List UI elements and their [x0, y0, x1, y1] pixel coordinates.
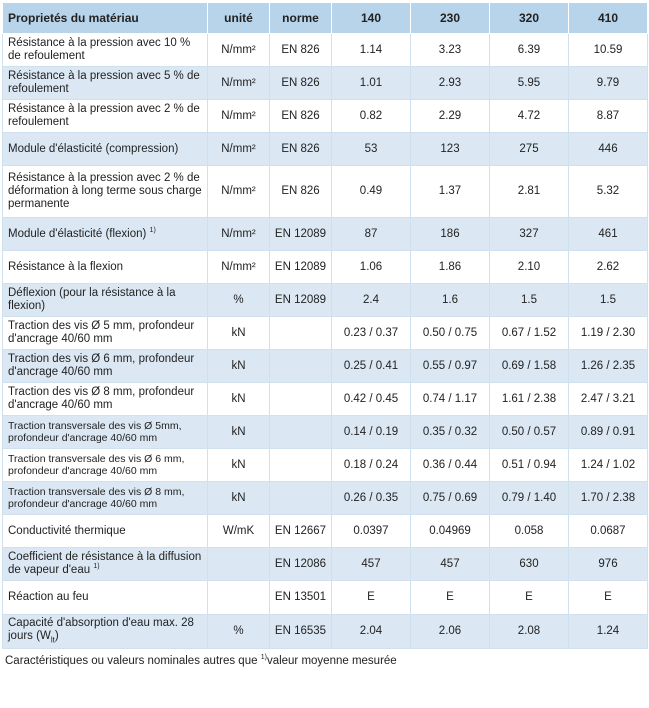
value-cell: 2.93: [411, 67, 490, 100]
norm-cell: [270, 482, 332, 515]
property-label-text: Résistance à la pression avec 2 % de déformation à long terme sous charge permanente: [8, 172, 202, 210]
properties-table-container: [2, 2, 647, 667]
value-cell: 0.42 / 0.45: [332, 383, 411, 416]
value-cell: 0.23 / 0.37: [332, 317, 411, 350]
table-body: [3, 34, 648, 649]
table-row: [3, 581, 648, 615]
footnote-tail: valeur moyenne mesurée: [266, 655, 397, 667]
property-label-tail: ): [54, 629, 59, 642]
value-cell: 457: [332, 548, 411, 581]
value-cell: 1.37: [411, 166, 490, 218]
header-grade: 140: [332, 3, 411, 34]
table-row: [3, 133, 648, 166]
value-cell: 9.79: [569, 67, 648, 100]
norm-cell: [270, 317, 332, 350]
value-cell: 1.5: [569, 284, 648, 317]
norm-cell: EN 826: [270, 166, 332, 218]
value-cell: 0.51 / 0.94: [490, 449, 569, 482]
table-row: [3, 350, 648, 383]
value-cell: 2.47 / 3.21: [569, 383, 648, 416]
norm-cell: EN 12667: [270, 515, 332, 548]
footnote-marker: 1): [260, 654, 267, 662]
property-label-text: Traction transversale des vis Ø 8 mm, profondeur d'ancrage 40/60 mm: [8, 486, 185, 510]
property-label-text: Coefficient de résistance à la diffusion de vapeur d'eau: [8, 551, 202, 576]
footnote-text: Caractéristiques ou valeurs nominales autres que: [5, 655, 261, 667]
norm-cell: EN 12089: [270, 284, 332, 317]
table-row: [3, 449, 648, 482]
value-cell: 8.87: [569, 100, 648, 133]
property-label-text: Déflexion (pour la résistance à la flexion): [8, 287, 176, 312]
unit-cell: N/mm²: [208, 67, 270, 100]
property-label-text: Résistance à la flexion: [8, 260, 124, 273]
unit-cell: kN: [208, 350, 270, 383]
property-label: [3, 350, 208, 383]
property-label-text: Traction transversale des vis Ø 5mm, profondeur d'ancrage 40/60 mm: [8, 420, 182, 444]
norm-cell: [270, 383, 332, 416]
value-cell: 1.19 / 2.30: [569, 317, 648, 350]
value-cell: 1.26 / 2.35: [569, 350, 648, 383]
value-cell: 0.69 / 1.58: [490, 350, 569, 383]
norm-cell: [270, 449, 332, 482]
value-cell: 0.18 / 0.24: [332, 449, 411, 482]
value-cell: 446: [569, 133, 648, 166]
norm-cell: EN 12086: [270, 548, 332, 581]
table-row: [3, 166, 648, 218]
property-label-text: Conductivité thermique: [8, 524, 126, 537]
header-norm: norme: [270, 3, 332, 34]
value-cell: 461: [569, 218, 648, 251]
value-cell: 0.55 / 0.97: [411, 350, 490, 383]
table-row: [3, 284, 648, 317]
unit-cell: kN: [208, 383, 270, 416]
property-label: [3, 416, 208, 449]
value-cell: 2.04: [332, 615, 411, 649]
value-cell: 10.59: [569, 34, 648, 67]
table-row: [3, 100, 648, 133]
value-cell: 275: [490, 133, 569, 166]
table-row: [3, 34, 648, 67]
unit-cell: kN: [208, 317, 270, 350]
value-cell: 5.95: [490, 67, 569, 100]
norm-cell: [270, 350, 332, 383]
value-cell: E: [490, 581, 569, 615]
value-cell: 630: [490, 548, 569, 581]
unit-cell: N/mm²: [208, 251, 270, 284]
value-cell: 1.61 / 2.38: [490, 383, 569, 416]
value-cell: 1.01: [332, 67, 411, 100]
value-cell: 4.72: [490, 100, 569, 133]
value-cell: 327: [490, 218, 569, 251]
table-row: [3, 615, 648, 649]
value-cell: 0.04969: [411, 515, 490, 548]
material-properties-table: [2, 2, 648, 649]
property-label-text: Module d'élasticité (flexion): [8, 227, 147, 240]
property-label: [3, 218, 208, 251]
norm-cell: EN 826: [270, 133, 332, 166]
footnote-marker: 1): [93, 563, 100, 571]
unit-cell: N/mm²: [208, 100, 270, 133]
value-cell: 976: [569, 548, 648, 581]
value-cell: 0.50 / 0.75: [411, 317, 490, 350]
value-cell: 0.0687: [569, 515, 648, 548]
header-property: Proprietés du matériau: [3, 3, 208, 34]
unit-cell: [208, 581, 270, 615]
property-label: [3, 383, 208, 416]
unit-cell: kN: [208, 449, 270, 482]
property-label: [3, 482, 208, 515]
property-label-text: Capacité d'absorption d'eau max. 28 jours (W: [8, 616, 194, 642]
property-label: [3, 34, 208, 67]
value-cell: E: [411, 581, 490, 615]
norm-cell: [270, 416, 332, 449]
norm-cell: EN 826: [270, 67, 332, 100]
property-subscript: lt: [50, 635, 55, 645]
value-cell: 0.14 / 0.19: [332, 416, 411, 449]
table-row: [3, 218, 648, 251]
value-cell: 1.86: [411, 251, 490, 284]
property-label-text: Résistance à la pression avec 2 % de refoulement: [8, 103, 200, 128]
value-cell: 0.49: [332, 166, 411, 218]
header-grade: 410: [569, 3, 648, 34]
value-cell: 1.24 / 1.02: [569, 449, 648, 482]
norm-cell: EN 12089: [270, 251, 332, 284]
value-cell: 2.06: [411, 615, 490, 649]
unit-cell: N/mm²: [208, 34, 270, 67]
header-grade: 230: [411, 3, 490, 34]
property-label: [3, 100, 208, 133]
table-row: [3, 67, 648, 100]
table-row: [3, 383, 648, 416]
value-cell: 0.35 / 0.32: [411, 416, 490, 449]
footnote-marker: 1): [149, 226, 156, 234]
unit-cell: %: [208, 615, 270, 649]
table-row: [3, 482, 648, 515]
unit-cell: N/mm²: [208, 133, 270, 166]
value-cell: 3.23: [411, 34, 490, 67]
value-cell: 1.6: [411, 284, 490, 317]
value-cell: 186: [411, 218, 490, 251]
table-row: [3, 515, 648, 548]
norm-cell: EN 12089: [270, 218, 332, 251]
property-label: [3, 67, 208, 100]
value-cell: 1.70 / 2.38: [569, 482, 648, 515]
table-header: [3, 3, 648, 34]
value-cell: E: [332, 581, 411, 615]
property-label-text: Résistance à la pression avec 5 % de refoulement: [8, 70, 200, 95]
property-label: [3, 251, 208, 284]
value-cell: 0.26 / 0.35: [332, 482, 411, 515]
value-cell: 1.14: [332, 34, 411, 67]
value-cell: 1.06: [332, 251, 411, 284]
property-label-text: Résistance à la pression avec 10 % de refoulement: [8, 37, 191, 62]
value-cell: 1.5: [490, 284, 569, 317]
unit-cell: kN: [208, 416, 270, 449]
value-cell: 2.29: [411, 100, 490, 133]
value-cell: 5.32: [569, 166, 648, 218]
unit-cell: %: [208, 284, 270, 317]
norm-cell: EN 826: [270, 100, 332, 133]
header-grade: 320: [490, 3, 569, 34]
property-label-text: Traction des vis Ø 8 mm, profondeur d'ancrage 40/60 mm: [8, 386, 195, 411]
unit-cell: [208, 548, 270, 581]
unit-cell: N/mm²: [208, 218, 270, 251]
value-cell: 0.36 / 0.44: [411, 449, 490, 482]
property-label-text: Traction des vis Ø 5 mm, profondeur d'ancrage 40/60 mm: [8, 320, 195, 345]
table-row: [3, 548, 648, 581]
value-cell: 0.75 / 0.69: [411, 482, 490, 515]
footnote: [2, 649, 647, 667]
value-cell: 457: [411, 548, 490, 581]
property-label: [3, 449, 208, 482]
value-cell: 0.82: [332, 100, 411, 133]
value-cell: 87: [332, 218, 411, 251]
value-cell: 2.4: [332, 284, 411, 317]
unit-cell: N/mm²: [208, 166, 270, 218]
property-label: [3, 615, 208, 649]
property-label: [3, 581, 208, 615]
property-label: [3, 166, 208, 218]
property-label-text: Traction transversale des vis Ø 6 mm, profondeur d'ancrage 40/60 mm: [8, 453, 185, 477]
value-cell: 0.058: [490, 515, 569, 548]
value-cell: 2.08: [490, 615, 569, 649]
value-cell: E: [569, 581, 648, 615]
value-cell: 2.81: [490, 166, 569, 218]
unit-cell: W/mK: [208, 515, 270, 548]
table-row: [3, 416, 648, 449]
value-cell: 0.0397: [332, 515, 411, 548]
property-label: [3, 133, 208, 166]
property-label-text: Réaction au feu: [8, 591, 89, 603]
header-row: [3, 3, 648, 34]
table-row: [3, 317, 648, 350]
property-label: [3, 515, 208, 548]
property-label: [3, 317, 208, 350]
property-label-text: Traction des vis Ø 6 mm, profondeur d'ancrage 40/60 mm: [8, 353, 195, 378]
value-cell: 2.62: [569, 251, 648, 284]
value-cell: 0.25 / 0.41: [332, 350, 411, 383]
norm-cell: EN 16535: [270, 615, 332, 649]
property-label: [3, 548, 208, 581]
header-unit: unité: [208, 3, 270, 34]
value-cell: 123: [411, 133, 490, 166]
value-cell: 1.24: [569, 615, 648, 649]
value-cell: 0.79 / 1.40: [490, 482, 569, 515]
property-label-text: Module d'élasticité (compression): [8, 142, 179, 155]
value-cell: 0.89 / 0.91: [569, 416, 648, 449]
value-cell: 2.10: [490, 251, 569, 284]
unit-cell: kN: [208, 482, 270, 515]
norm-cell: EN 13501: [270, 581, 332, 615]
value-cell: 6.39: [490, 34, 569, 67]
norm-cell: EN 826: [270, 34, 332, 67]
value-cell: 0.50 / 0.57: [490, 416, 569, 449]
table-row: [3, 251, 648, 284]
value-cell: 53: [332, 133, 411, 166]
value-cell: 0.67 / 1.52: [490, 317, 569, 350]
property-label: [3, 284, 208, 317]
value-cell: 0.74 / 1.17: [411, 383, 490, 416]
